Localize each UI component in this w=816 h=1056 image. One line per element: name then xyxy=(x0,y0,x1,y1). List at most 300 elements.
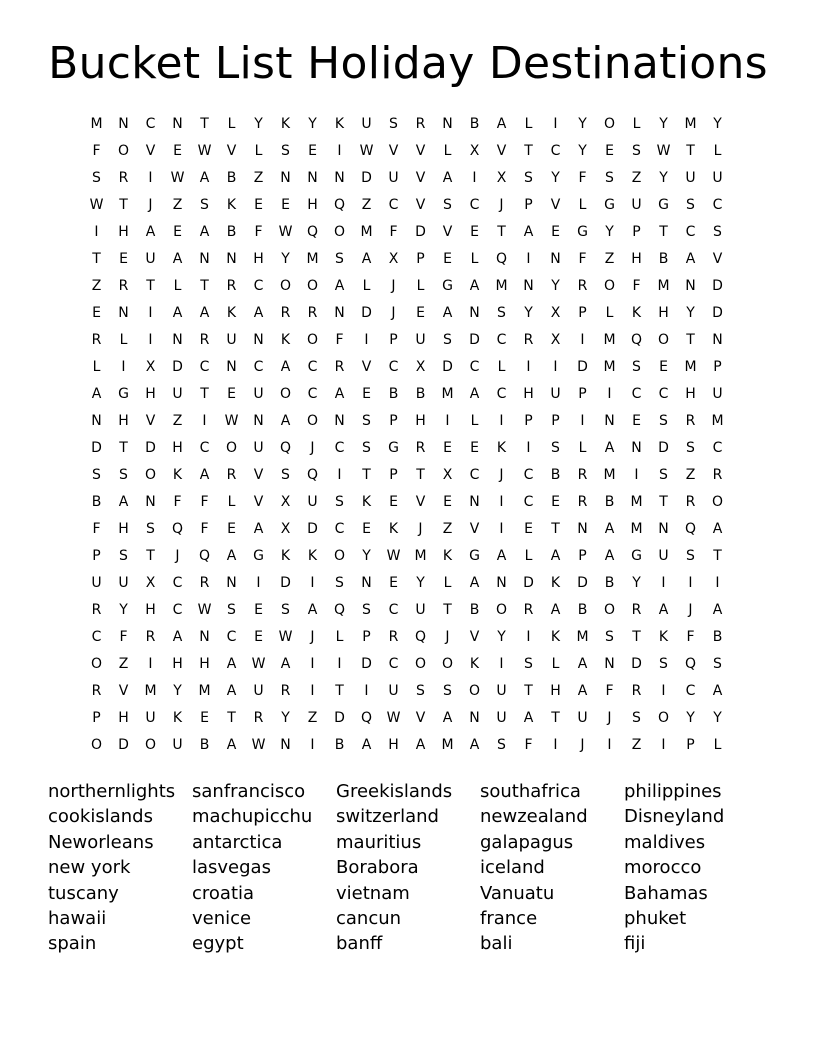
grid-letter[interactable]: U xyxy=(118,575,129,591)
grid-letter[interactable]: F xyxy=(92,521,101,537)
grid-letter[interactable]: E xyxy=(92,305,101,321)
grid-letter[interactable]: T xyxy=(335,683,344,699)
grid-letter[interactable]: Q xyxy=(414,629,427,645)
grid-letter[interactable]: N xyxy=(145,494,156,510)
grid-letter[interactable]: U xyxy=(388,170,399,186)
grid-letter[interactable]: C xyxy=(523,467,534,483)
grid-letter[interactable]: C xyxy=(199,359,210,375)
grid-letter[interactable]: O xyxy=(306,332,319,348)
grid-letter[interactable]: R xyxy=(631,683,642,699)
grid-letter[interactable]: I xyxy=(148,170,153,186)
grid-letter[interactable]: C xyxy=(388,359,399,375)
grid-letter[interactable]: B xyxy=(712,629,723,645)
grid-letter[interactable]: U xyxy=(685,170,696,186)
grid-letter[interactable]: S xyxy=(713,656,722,672)
grid-letter[interactable]: U xyxy=(496,683,507,699)
grid-letter[interactable]: Y xyxy=(686,305,695,321)
grid-letter[interactable]: K xyxy=(469,656,480,672)
grid-letter[interactable]: Q xyxy=(333,197,346,213)
grid-letter[interactable]: H xyxy=(118,413,129,429)
grid-letter[interactable]: N xyxy=(469,305,480,321)
grid-letter[interactable]: O xyxy=(657,710,670,726)
grid-letter[interactable]: R xyxy=(280,683,291,699)
grid-letter[interactable]: A xyxy=(280,656,291,672)
grid-letter[interactable]: F xyxy=(200,521,209,537)
grid-letter[interactable]: I xyxy=(364,332,369,348)
grid-letter[interactable]: E xyxy=(173,143,182,159)
grid-letter[interactable]: Y xyxy=(578,143,587,159)
grid-letter[interactable]: T xyxy=(713,548,722,564)
grid-letter[interactable]: X xyxy=(496,170,507,186)
grid-letter[interactable]: J xyxy=(175,548,180,564)
grid-letter[interactable]: V xyxy=(415,494,426,510)
grid-letter[interactable]: M xyxy=(603,359,616,375)
grid-letter[interactable]: V xyxy=(469,629,480,645)
grid-letter[interactable]: C xyxy=(496,386,507,402)
grid-letter[interactable]: Z xyxy=(118,656,129,672)
grid-letter[interactable]: E xyxy=(389,494,398,510)
grid-letter[interactable]: Q xyxy=(684,656,697,672)
grid-letter[interactable]: L xyxy=(632,116,641,132)
grid-letter[interactable]: F xyxy=(173,494,182,510)
grid-letter[interactable]: H xyxy=(118,710,129,726)
grid-letter[interactable]: B xyxy=(415,386,426,402)
grid-letter[interactable]: S xyxy=(443,683,452,699)
grid-letter[interactable]: W xyxy=(197,602,212,618)
grid-letter[interactable]: S xyxy=(632,710,641,726)
grid-letter[interactable]: A xyxy=(604,548,615,564)
grid-letter[interactable]: K xyxy=(658,629,669,645)
grid-letter[interactable]: A xyxy=(280,359,291,375)
grid-letter[interactable]: M xyxy=(441,386,454,402)
grid-letter[interactable]: A xyxy=(496,116,507,132)
grid-letter[interactable]: A xyxy=(172,251,183,267)
grid-letter[interactable]: P xyxy=(713,359,722,375)
grid-letter[interactable]: S xyxy=(281,143,290,159)
grid-letter[interactable]: A xyxy=(469,737,480,753)
grid-letter[interactable]: I xyxy=(553,359,558,375)
grid-letter[interactable]: E xyxy=(254,629,263,645)
grid-letter[interactable]: X xyxy=(550,305,561,321)
grid-letter[interactable]: R xyxy=(685,494,696,510)
grid-letter[interactable]: V xyxy=(712,251,723,267)
grid-letter[interactable]: E xyxy=(254,197,263,213)
grid-letter[interactable]: I xyxy=(607,386,612,402)
grid-letter[interactable]: W xyxy=(386,710,401,726)
grid-letter[interactable]: A xyxy=(307,602,318,618)
grid-letter[interactable]: A xyxy=(523,224,534,240)
grid-letter[interactable]: P xyxy=(524,197,533,213)
grid-letter[interactable]: K xyxy=(172,710,183,726)
grid-letter[interactable]: T xyxy=(200,116,209,132)
grid-letter[interactable]: A xyxy=(253,305,264,321)
grid-letter[interactable]: I xyxy=(580,413,585,429)
grid-letter[interactable]: X xyxy=(145,575,156,591)
grid-letter[interactable]: L xyxy=(578,197,587,213)
grid-letter[interactable]: R xyxy=(415,116,426,132)
grid-letter[interactable]: D xyxy=(361,305,372,321)
grid-letter[interactable]: T xyxy=(632,629,641,645)
grid-letter[interactable]: C xyxy=(388,197,399,213)
grid-letter[interactable]: S xyxy=(362,413,371,429)
grid-letter[interactable]: Y xyxy=(281,710,290,726)
grid-letter[interactable]: M xyxy=(603,332,616,348)
grid-letter[interactable]: N xyxy=(226,359,237,375)
grid-letter[interactable]: D xyxy=(712,278,723,294)
grid-letter[interactable]: Q xyxy=(495,251,508,267)
grid-letter[interactable]: P xyxy=(524,413,533,429)
grid-letter[interactable]: R xyxy=(91,332,102,348)
grid-letter[interactable]: E xyxy=(551,494,560,510)
grid-letter[interactable]: U xyxy=(91,575,102,591)
grid-letter[interactable]: S xyxy=(686,440,695,456)
grid-letter[interactable]: C xyxy=(388,602,399,618)
grid-letter[interactable]: V xyxy=(415,170,426,186)
grid-letter[interactable]: U xyxy=(226,332,237,348)
grid-letter[interactable]: X xyxy=(442,467,453,483)
grid-letter[interactable]: I xyxy=(661,575,666,591)
grid-letter[interactable]: E xyxy=(470,224,479,240)
grid-letter[interactable]: D xyxy=(307,521,318,537)
grid-letter[interactable]: R xyxy=(118,170,129,186)
grid-letter[interactable]: I xyxy=(526,440,531,456)
grid-letter[interactable]: R xyxy=(577,467,588,483)
grid-letter[interactable]: D xyxy=(469,332,480,348)
grid-letter[interactable]: F xyxy=(92,143,101,159)
grid-letter[interactable]: S xyxy=(416,683,425,699)
grid-letter[interactable]: I xyxy=(499,521,504,537)
grid-letter[interactable]: A xyxy=(658,602,669,618)
grid-letter[interactable]: R xyxy=(712,467,723,483)
grid-letter[interactable]: O xyxy=(117,143,130,159)
grid-letter[interactable]: Q xyxy=(630,332,643,348)
grid-letter[interactable]: C xyxy=(469,197,480,213)
grid-letter[interactable]: R xyxy=(523,332,534,348)
grid-letter[interactable]: P xyxy=(416,251,425,267)
grid-letter[interactable]: I xyxy=(148,656,153,672)
grid-letter[interactable]: X xyxy=(469,143,480,159)
grid-letter[interactable]: O xyxy=(225,440,238,456)
grid-letter[interactable]: A xyxy=(118,494,129,510)
grid-letter[interactable]: M xyxy=(684,116,697,132)
grid-letter[interactable]: L xyxy=(524,548,533,564)
grid-letter[interactable]: H xyxy=(253,251,264,267)
grid-letter[interactable]: O xyxy=(90,656,103,672)
grid-letter[interactable]: L xyxy=(470,413,479,429)
grid-letter[interactable]: S xyxy=(281,602,290,618)
grid-letter[interactable]: Q xyxy=(333,602,346,618)
grid-letter[interactable]: I xyxy=(634,467,639,483)
grid-letter[interactable]: O xyxy=(144,467,157,483)
grid-letter[interactable]: J xyxy=(607,710,612,726)
grid-letter[interactable]: L xyxy=(227,116,236,132)
grid-letter[interactable]: B xyxy=(469,602,480,618)
grid-letter[interactable]: L xyxy=(443,575,452,591)
grid-letter[interactable]: T xyxy=(497,224,506,240)
grid-letter[interactable]: Y xyxy=(578,116,587,132)
grid-letter[interactable]: S xyxy=(389,116,398,132)
grid-letter[interactable]: S xyxy=(335,575,344,591)
grid-letter[interactable]: B xyxy=(577,602,588,618)
grid-letter[interactable]: S xyxy=(443,197,452,213)
grid-letter[interactable]: A xyxy=(226,737,237,753)
grid-letter[interactable]: I xyxy=(445,413,450,429)
grid-letter[interactable]: Y xyxy=(416,575,425,591)
grid-letter[interactable]: S xyxy=(227,602,236,618)
grid-letter[interactable]: U xyxy=(172,386,183,402)
grid-letter[interactable]: Y xyxy=(308,116,317,132)
grid-letter[interactable]: A xyxy=(442,170,453,186)
grid-letter[interactable]: C xyxy=(712,197,723,213)
grid-letter[interactable]: A xyxy=(226,683,237,699)
grid-letter[interactable]: J xyxy=(445,629,450,645)
grid-letter[interactable]: I xyxy=(715,575,720,591)
grid-letter[interactable]: J xyxy=(418,521,423,537)
grid-letter[interactable]: I xyxy=(94,224,99,240)
grid-letter[interactable]: S xyxy=(605,170,614,186)
grid-letter[interactable]: C xyxy=(307,386,318,402)
grid-letter[interactable]: A xyxy=(199,305,210,321)
grid-letter[interactable]: F xyxy=(254,224,263,240)
grid-letter[interactable]: O xyxy=(603,602,616,618)
grid-letter[interactable]: L xyxy=(713,143,722,159)
grid-letter[interactable]: N xyxy=(577,521,588,537)
grid-letter[interactable]: T xyxy=(92,251,101,267)
grid-letter[interactable]: K xyxy=(226,197,237,213)
grid-letter[interactable]: U xyxy=(496,710,507,726)
grid-letter[interactable]: P xyxy=(578,305,587,321)
grid-letter[interactable]: X xyxy=(280,521,291,537)
grid-letter[interactable]: Q xyxy=(684,521,697,537)
grid-letter[interactable]: N xyxy=(604,656,615,672)
grid-letter[interactable]: U xyxy=(712,386,723,402)
grid-letter[interactable]: X xyxy=(550,332,561,348)
grid-letter[interactable]: C xyxy=(334,440,345,456)
grid-letter[interactable]: L xyxy=(578,440,587,456)
grid-letter[interactable]: W xyxy=(251,656,266,672)
grid-letter[interactable]: H xyxy=(550,683,561,699)
grid-letter[interactable]: N xyxy=(361,575,372,591)
grid-letter[interactable]: R xyxy=(91,602,102,618)
grid-letter[interactable]: H xyxy=(523,386,534,402)
grid-letter[interactable]: O xyxy=(495,602,508,618)
grid-letter[interactable]: P xyxy=(551,413,560,429)
grid-letter[interactable]: I xyxy=(256,575,261,591)
grid-letter[interactable]: I xyxy=(472,170,477,186)
grid-letter[interactable]: R xyxy=(253,710,264,726)
grid-letter[interactable]: U xyxy=(172,737,183,753)
grid-letter[interactable]: A xyxy=(199,170,210,186)
grid-letter[interactable]: N xyxy=(172,116,183,132)
grid-letter[interactable]: O xyxy=(603,116,616,132)
grid-letter[interactable]: S xyxy=(551,440,560,456)
grid-letter[interactable]: C xyxy=(469,467,480,483)
grid-letter[interactable]: S xyxy=(497,737,506,753)
grid-letter[interactable]: E xyxy=(389,575,398,591)
grid-letter[interactable]: J xyxy=(310,440,315,456)
grid-letter[interactable]: Y xyxy=(659,170,668,186)
grid-letter[interactable]: U xyxy=(712,170,723,186)
grid-letter[interactable]: J xyxy=(391,278,396,294)
grid-letter[interactable]: W xyxy=(656,143,671,159)
grid-letter[interactable]: L xyxy=(227,494,236,510)
grid-letter[interactable]: B xyxy=(658,251,669,267)
grid-letter[interactable]: M xyxy=(306,251,319,267)
grid-letter[interactable]: Z xyxy=(604,251,615,267)
grid-letter[interactable]: T xyxy=(443,602,452,618)
grid-letter[interactable]: Z xyxy=(685,467,696,483)
grid-letter[interactable]: A xyxy=(226,656,237,672)
grid-letter[interactable]: K xyxy=(361,494,372,510)
grid-letter[interactable]: T xyxy=(524,683,533,699)
grid-letter[interactable]: I xyxy=(364,683,369,699)
grid-letter[interactable]: I xyxy=(526,629,531,645)
grid-letter[interactable]: P xyxy=(389,332,398,348)
grid-letter[interactable]: I xyxy=(337,656,342,672)
grid-letter[interactable]: Y xyxy=(551,278,560,294)
grid-letter[interactable]: L xyxy=(362,278,371,294)
grid-letter[interactable]: V xyxy=(496,143,507,159)
grid-letter[interactable]: J xyxy=(499,467,504,483)
grid-letter[interactable]: N xyxy=(631,440,642,456)
grid-letter[interactable]: D xyxy=(91,440,102,456)
grid-letter[interactable]: I xyxy=(337,143,342,159)
grid-letter[interactable]: V xyxy=(388,143,399,159)
grid-letter[interactable]: I xyxy=(148,332,153,348)
grid-letter[interactable]: W xyxy=(278,629,293,645)
grid-letter[interactable]: O xyxy=(657,332,670,348)
grid-letter[interactable]: C xyxy=(631,386,642,402)
grid-letter[interactable]: P xyxy=(389,467,398,483)
grid-letter[interactable]: J xyxy=(148,197,153,213)
grid-letter[interactable]: D xyxy=(415,224,426,240)
grid-letter[interactable]: F xyxy=(686,629,695,645)
grid-letter[interactable]: C xyxy=(253,278,264,294)
grid-letter[interactable]: T xyxy=(227,710,236,726)
grid-letter[interactable]: K xyxy=(550,575,561,591)
grid-letter[interactable]: T xyxy=(119,197,128,213)
grid-letter[interactable]: I xyxy=(580,332,585,348)
grid-letter[interactable]: P xyxy=(632,224,641,240)
grid-letter[interactable]: C xyxy=(145,116,156,132)
grid-letter[interactable]: I xyxy=(526,359,531,375)
grid-letter[interactable]: H xyxy=(307,197,318,213)
grid-letter[interactable]: K xyxy=(226,305,237,321)
grid-letter[interactable]: A xyxy=(280,413,291,429)
grid-letter[interactable]: E xyxy=(470,440,479,456)
grid-letter[interactable]: N xyxy=(253,413,264,429)
grid-letter[interactable]: X xyxy=(280,494,291,510)
grid-letter[interactable]: U xyxy=(253,386,264,402)
grid-letter[interactable]: Q xyxy=(198,548,211,564)
grid-letter[interactable]: A xyxy=(145,224,156,240)
grid-letter[interactable]: L xyxy=(551,656,560,672)
grid-letter[interactable]: G xyxy=(118,386,129,402)
grid-letter[interactable]: U xyxy=(415,332,426,348)
grid-letter[interactable]: C xyxy=(172,575,183,591)
grid-letter[interactable]: L xyxy=(254,143,263,159)
grid-letter[interactable]: G xyxy=(658,197,669,213)
grid-letter[interactable]: Y xyxy=(713,116,722,132)
grid-letter[interactable]: N xyxy=(523,278,534,294)
grid-letter[interactable]: A xyxy=(604,521,615,537)
grid-letter[interactable]: S xyxy=(497,305,506,321)
grid-letter[interactable]: D xyxy=(577,575,588,591)
grid-letter[interactable]: U xyxy=(388,683,399,699)
grid-letter[interactable]: L xyxy=(119,332,128,348)
grid-letter[interactable]: M xyxy=(684,359,697,375)
grid-letter[interactable]: R xyxy=(631,602,642,618)
grid-letter[interactable]: F xyxy=(335,332,344,348)
grid-letter[interactable]: V xyxy=(415,710,426,726)
grid-letter[interactable]: N xyxy=(685,278,696,294)
grid-letter[interactable]: K xyxy=(307,548,318,564)
grid-letter[interactable]: C xyxy=(496,332,507,348)
grid-letter[interactable]: C xyxy=(253,359,264,375)
grid-letter[interactable]: U xyxy=(550,386,561,402)
grid-letter[interactable]: M xyxy=(360,224,373,240)
grid-letter[interactable]: L xyxy=(443,143,452,159)
grid-letter[interactable]: H xyxy=(145,602,156,618)
grid-letter[interactable]: I xyxy=(202,413,207,429)
grid-letter[interactable]: Z xyxy=(172,413,183,429)
grid-letter[interactable]: D xyxy=(577,359,588,375)
grid-letter[interactable]: S xyxy=(686,197,695,213)
grid-letter[interactable]: I xyxy=(121,359,126,375)
grid-letter[interactable]: W xyxy=(224,413,239,429)
grid-letter[interactable]: I xyxy=(607,737,612,753)
grid-letter[interactable]: A xyxy=(334,278,345,294)
grid-letter[interactable]: G xyxy=(442,278,453,294)
grid-letter[interactable]: C xyxy=(226,629,237,645)
grid-letter[interactable]: S xyxy=(92,467,101,483)
grid-letter[interactable]: M xyxy=(90,116,103,132)
grid-letter[interactable]: V xyxy=(118,683,129,699)
grid-letter[interactable]: J xyxy=(580,737,585,753)
grid-letter[interactable]: N xyxy=(226,575,237,591)
grid-letter[interactable]: O xyxy=(333,224,346,240)
grid-letter[interactable]: S xyxy=(200,197,209,213)
grid-letter[interactable]: I xyxy=(148,305,153,321)
grid-letter[interactable]: A xyxy=(523,710,534,726)
grid-letter[interactable]: S xyxy=(659,413,668,429)
grid-letter[interactable]: F xyxy=(578,170,587,186)
grid-letter[interactable]: A xyxy=(550,602,561,618)
grid-letter[interactable]: E xyxy=(416,305,425,321)
letter-grid[interactable] xyxy=(83,111,731,759)
grid-letter[interactable]: Y xyxy=(605,224,614,240)
grid-letter[interactable]: V xyxy=(442,224,453,240)
grid-letter[interactable]: R xyxy=(577,278,588,294)
grid-letter[interactable]: Y xyxy=(497,629,506,645)
grid-letter[interactable]: H xyxy=(415,413,426,429)
grid-letter[interactable]: I xyxy=(337,467,342,483)
grid-letter[interactable]: O xyxy=(90,737,103,753)
grid-letter[interactable]: Q xyxy=(171,521,184,537)
grid-letter[interactable]: C xyxy=(685,683,696,699)
grid-letter[interactable]: P xyxy=(92,548,101,564)
grid-letter[interactable]: N xyxy=(469,494,480,510)
grid-letter[interactable]: E xyxy=(659,359,668,375)
grid-letter[interactable]: R xyxy=(577,494,588,510)
grid-letter[interactable]: R xyxy=(226,467,237,483)
grid-letter[interactable]: W xyxy=(251,737,266,753)
grid-letter[interactable]: O xyxy=(468,683,481,699)
grid-letter[interactable]: O xyxy=(603,278,616,294)
grid-letter[interactable]: S xyxy=(632,359,641,375)
grid-letter[interactable]: R xyxy=(280,305,291,321)
grid-letter[interactable]: D xyxy=(172,359,183,375)
